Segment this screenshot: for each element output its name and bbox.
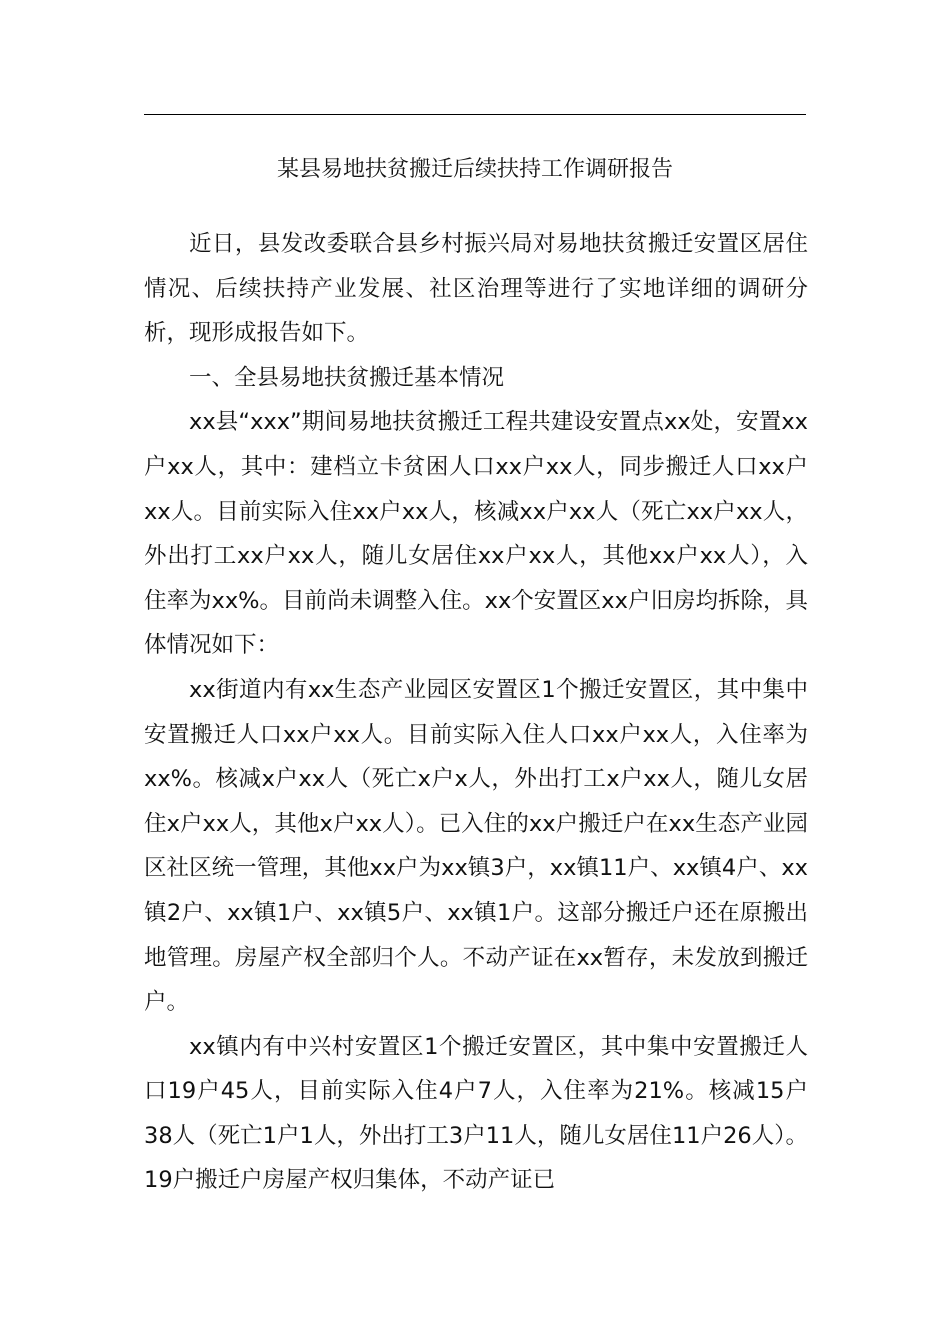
- intro-paragraph: 近日，县发改委联合县乡村振兴局对易地扶贫搬迁安置区居住情况、后续扶持产业发展、社区治理等进行了实地详细的调研分析，现形成报告如下。: [144, 231, 808, 347]
- document-body: [144, 222, 808, 1203]
- section-heading-1: 一、全县易地扶贫搬迁基本情况: [189, 364, 505, 391]
- header-rule: [144, 114, 806, 115]
- body-paragraph-2: xx街道内有xx生态产业园区安置区1个搬迁安置区，其中集中安置搬迁人口xx户xx人。目前实际入住人口xx户xx人，入住率为xx%。核减x户xx人（死亡x户x人，外出打工x户xx人，随儿女居住x户xx人，其他x户xx人）。已入住的xx户搬迁户在xx生态产业园区社区统一管理，其他xx户为xx镇3户，xx镇11户、xx镇4户、xx镇2户、xx镇1户、xx镇5户、xx镇1户。这部分搬迁户还在原搬出地管理。房屋产权全部归个人。不动产证在xx暂存，未发放到搬迁户。: [144, 676, 808, 1016]
- document-title: 某县易地扶贫搬迁后续扶持工作调研报告: [276, 157, 673, 182]
- body-paragraph-1: xx县“xxx”期间易地扶贫搬迁工程共建设安置点xx处，安置xx户xx人，其中：建档立卡贫困人口xx户xx人，同步搬迁人口xx户xx人。目前实际入住xx户xx人，核减xx户xx人（死亡xx户xx人，外出打工xx户xx人，随儿女居住xx户xx人，其他xx户xx人），入住率为xx%。目前尚未调整入住。xx个安置区xx户旧房均拆除，具体情况如下：: [144, 409, 808, 659]
- body-paragraph-3: xx镇内有中兴村安置区1个搬迁安置区，其中集中安置搬迁人口19户45人，目前实际入住4户7人，入住率为21%。核减15户38人（死亡1户1人，外出打工3户11人，随儿女居住11户26人）。19户搬迁户房屋产权归集体，不动产证已: [144, 1033, 808, 1194]
